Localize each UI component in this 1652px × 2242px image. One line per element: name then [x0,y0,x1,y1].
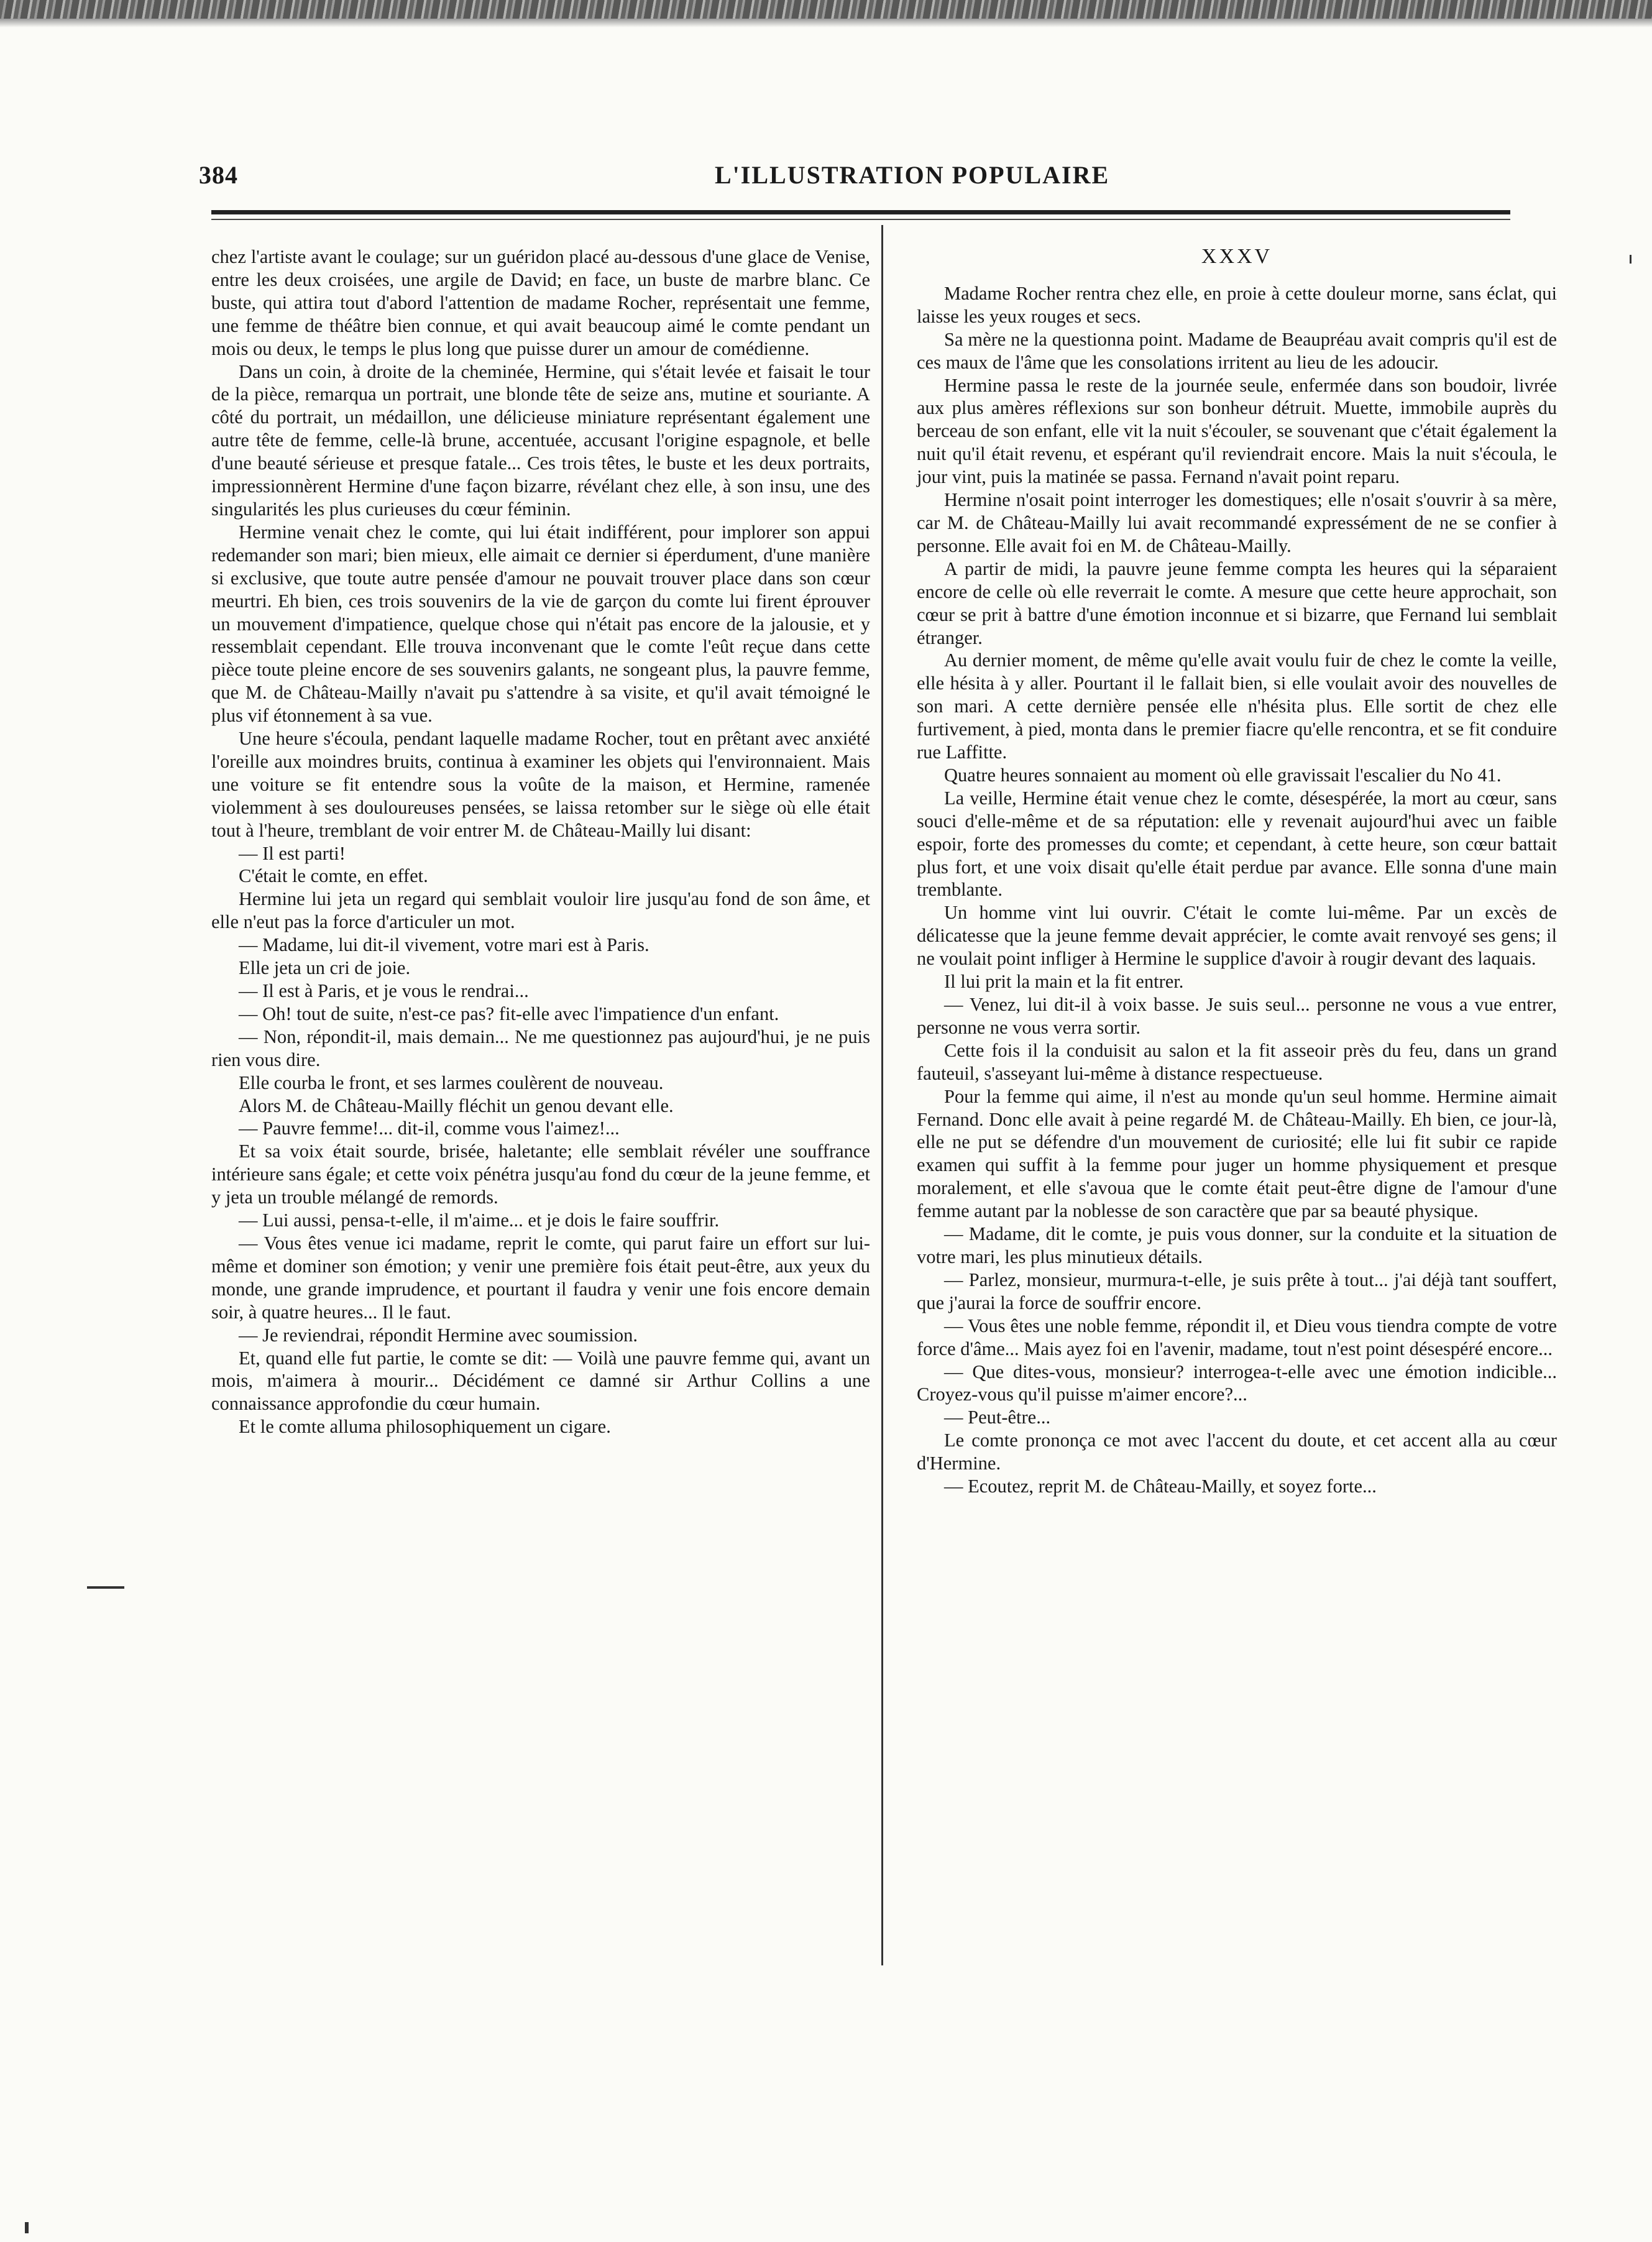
page-header [199,160,1652,198]
page-number: 384 [199,161,238,189]
paragraph: Dans un coin, à droite de la cheminée, Hermine, qui s'était levée et faisait le tour de la pièce, remarqua un portrait, une blonde tête de seize ans, mutine et souriante. A côté du portrait, un médaillon, une délicieuse miniature représentant également une autre tête de femme, celle-là brune, accentuée, accusant l'origine espagnole, et belle d'une beauté sérieuse et presque fatale... Ces trois têtes, le buste et les deux portraits, impressionnèrent Hermine d'une façon bizarre, révélant chez elle, à son insu, une des singularités les plus curieuses du cœur féminin. [211,361,870,520]
paragraph: Hermine venait chez le comte, qui lui était indifférent, pour implorer son appui redemander son mari; bien mieux, elle aimait ce dernier si éperdument, d'une manière si exclusive, que toute autre pensée d'amour ne pouvait trouver place dans son cœur meurtri. Eh bien, ces trois souvenirs de la vie de garçon du comte lui firent éprouver un mouvement d'impatience, quelque chose qui n'était pas encore de la jalousie, et y ressemblait cependant. Elle trouva inconvenant que le comte l'eût reçue dans cette pièce toute pleine encore de ses souvenirs galants, ne songeant plus, la pauvre femme, que M. de Château-Mailly n'avait pu s'attendre à sa visite, et qu'il avait témoigné le plus vif étonnement à sa vue. [211,521,870,727]
paragraph: Et, quand elle fut partie, le comte se dit: — Voilà une pauvre femme qui, avant un mois, m'aimera à mourir... Décidément ce damné sir Arthur Collins a une connaissance approfondie du cœur humain. [211,1347,870,1415]
paragraph: Hermine n'osait point interroger les domestiques; elle n'osait s'ouvrir à sa mère, car M. de Château-Mailly lui avait recommandé expressément de ne se confier à personne. Elle avait foi en M. de Château-Mailly. [917,489,1557,556]
paragraph: — Vous êtes venue ici madame, reprit le comte, qui parut faire un effort sur lui-même et dominer son émotion; y venir une première fois était peut-être, aux yeux du monde, une grande imprudence, et pourtant il faudra y venir une fois encore demain soir, à quatre heures... Il le faut. [211,1232,870,1323]
paragraph: — Venez, lui dit-il à voix basse. Je suis seul... personne ne vous a vue entrer, personne ne vous verra sortir. [917,994,1557,1038]
paragraph: Un homme vint lui ouvrir. C'était le comte lui-même. Par un excès de délicatesse que la jeune femme devait apprécier, le comte avait renvoyé ses gens; il ne voulait point infliger à Hermine le supplice d'avoir à rougir devant des laquais. [917,902,1557,970]
paragraph: Elle jeta un cri de joie. [239,957,411,979]
running-title: L'ILLUSTRATION POPULAIRE [715,161,1110,189]
paragraph: — Il est à Paris, et je vous le rendrai... [239,980,529,1001]
paragraph: — Pauvre femme!... dit-il, comme vous l'aimez!... [239,1118,620,1139]
paragraph: — Madame, lui dit-il vivement, votre mari est à Paris. [239,934,649,956]
paragraph: Il lui prit la main et la fit entrer. [944,971,1184,993]
paragraph: A partir de midi, la pauvre jeune femme compta les heures qui la séparaient encore de celle où elle reverrait le comte. A mesure que cette heure approchait, son cœur se prit à battre d'une émotion inconnue et si bizarre, que Fernand lui semblait étranger. [917,558,1557,648]
paragraph: Cette fois il la conduisit au salon et la fit asseoir près du feu, dans un grand fauteuil, s'asseyant lui-même à distance respectueuse. [917,1039,1557,1084]
paragraph: Sa mère ne la questionna point. Madame de Beaupréau avait compris qu'il est de ces maux de l'âme que les consolations irritent au lieu de les adoucir. [917,328,1557,373]
paragraph: Une heure s'écoula, pendant laquelle madame Rocher, tout en prêtant avec anxiété l'oreille aux moindres bruits, continua à examiner les objets qui l'environnaient. Mais une voiture se fit entendre sous la voûte de la maison, et Hermine, ramenée violemment à ses douloureuses pensées, se laissa retomber sur le siège où elle était tout à l'heure, tremblant de voir entrer M. de Château-Mailly lui disant: [211,728,870,841]
header-rule-thin [211,219,1510,220]
paragraph: — Madame, dit le comte, je puis vous donner, sur la conduite et la situation de votre mari, les plus minutieux détails. [917,1223,1557,1267]
paragraph: Elle courba le front, et ses larmes coulèrent de nouveau. [239,1072,664,1093]
header-rule-thick [211,210,1510,214]
paragraph: Hermine lui jeta un regard qui semblait vouloir lire jusqu'au fond de son âme, et elle n'eut pas la force d'articuler un mot. [211,888,870,933]
paragraph: — Que dites-vous, monsieur? interrogea-t-elle avec une émotion indicible... Croyez-vous qu'il puisse m'aimer encore?... [917,1361,1557,1405]
column-divider [881,225,883,1965]
paragraph: La veille, Hermine était venue chez le comte, désespérée, la mort au cœur, sans souci d'elle-même et de sa réputation: elle y revenait aujourd'hui avec un faible espoir, forte des promesses du comte; et cependant, à cette heure, son cœur battait plus fort, et une voix disait qu'elle était perdue par avance. Elle sonna d'une main tremblante. [917,787,1557,901]
paragraph: Madame Rocher rentra chez elle, en proie à cette douleur morne, sans éclat, qui laisse les yeux rouges et secs. [917,282,1557,327]
paragraph: Hermine passa le reste de la journée seule, enfermée dans son boudoir, livrée aux plus amères réflexions sur son bonheur détruit. Muette, immobile auprès du berceau de son enfant, elle vit la nuit s'écouler, se souvenant que c'était également la nuit qu'il était revenu, et espérant qu'il reviendrait encore. Mais la nuit s'écoula, le jour vint, puis la matinée se passa. Fernand n'avait point reparu. [917,374,1557,488]
paragraph: Alors M. de Château-Mailly fléchit un genou devant elle. [239,1095,674,1116]
paragraph: — Il est parti! [239,842,346,864]
paragraph: — Peut-être... [944,1407,1051,1428]
ink-speck [87,1586,124,1589]
paragraph: Le comte prononça ce mot avec l'accent du doute, et cet accent alla au cœur d'Hermine. [917,1430,1557,1474]
ink-speck [25,2222,29,2233]
left-column [211,246,870,1438]
paragraph: — Vous êtes une noble femme, répondit il, et Dieu vous tiendra compte de votre force d'âme... Mais ayez foi en l'avenir, madame, tout n'est point désespéré encore... [917,1315,1557,1359]
chapter-heading: XXXV [1201,245,1273,268]
paragraph: Et sa voix était sourde, brisée, haletante; elle semblait révéler une souffrance intérieure sans égale; et cette voix pénétra jusqu'au fond du cœur de la jeune femme, et y jeta un trouble mélangé de remords. [211,1141,870,1208]
paragraph: — Ecoutez, reprit M. de Château-Mailly, et soyez forte... [944,1476,1377,1497]
paragraph: chez l'artiste avant le coulage; sur un guéridon placé au-dessous d'une glace de Venise, entre les deux croisées, une argile de David; en face, un buste de marbre blanc. Ce buste, qui attira tout d'abord l'attention de madame Rocher, représentait une femme, une femme de théâtre bien connue, et qui avait beaucoup aimé le comte pendant un mois ou deux, le temps le plus long que puisse durer un amour de comédienne. [211,246,870,359]
paragraph: — Parlez, monsieur, murmura-t-elle, je suis prête à tout... j'ai déjà tant souffert, que j'aurai la force de souffrir encore. [917,1269,1557,1313]
paragraph: Au dernier moment, de même qu'elle avait voulu fuir de chez le comte la veille, elle hésita à y aller. Pourtant il le fallait bien, si elle voulait avoir des nouvelles de son mari. A cette dernière pensée elle n'hésita plus. Elle sortit de chez elle furtivement, à pied, monta dans le premier fiacre qu'elle rencontra, et se fit conduire rue Laffitte. [917,650,1557,763]
ink-speck [1630,255,1631,264]
paragraph: Quatre heures sonnaient au moment où elle gravissait l'escalier du No 41. [944,764,1502,786]
torn-page-shadow [0,19,1652,27]
paragraph: Et le comte alluma philosophiquement un cigare. [239,1416,611,1438]
torn-page-edge [0,0,1652,19]
paragraph: — Non, répondit-il, mais demain... Ne me questionnez pas aujourd'hui, je ne puis rien vous dire. [211,1026,870,1070]
paragraph: C'était le comte, en effet. [239,865,428,887]
paragraph: — Je reviendrai, répondit Hermine avec soumission. [239,1324,638,1346]
paragraph: — Lui aussi, pensa-t-elle, il m'aime... et je dois le faire souffrir. [239,1210,720,1231]
paragraph: — Oh! tout de suite, n'est-ce pas? fit-elle avec l'impatience d'un enfant. [239,1003,779,1024]
right-column [917,246,1557,1498]
paragraph: Pour la femme qui aime, il n'est au monde qu'un seul homme. Hermine aimait Fernand. Donc elle avait à peine regardé M. de Château-Mailly. Eh bien, ce jour-là, elle ne put se défendre d'un mouvement de curiosité; elle lui fit subir ce rapide examen qui suffit à la femme pour juger un homme physiquement et presque moralement, et elle s'avoua que le comte était peut-être digne de l'amour d'une femme autant par la noblesse de son caractère que par sa beauté physique. [917,1085,1557,1222]
